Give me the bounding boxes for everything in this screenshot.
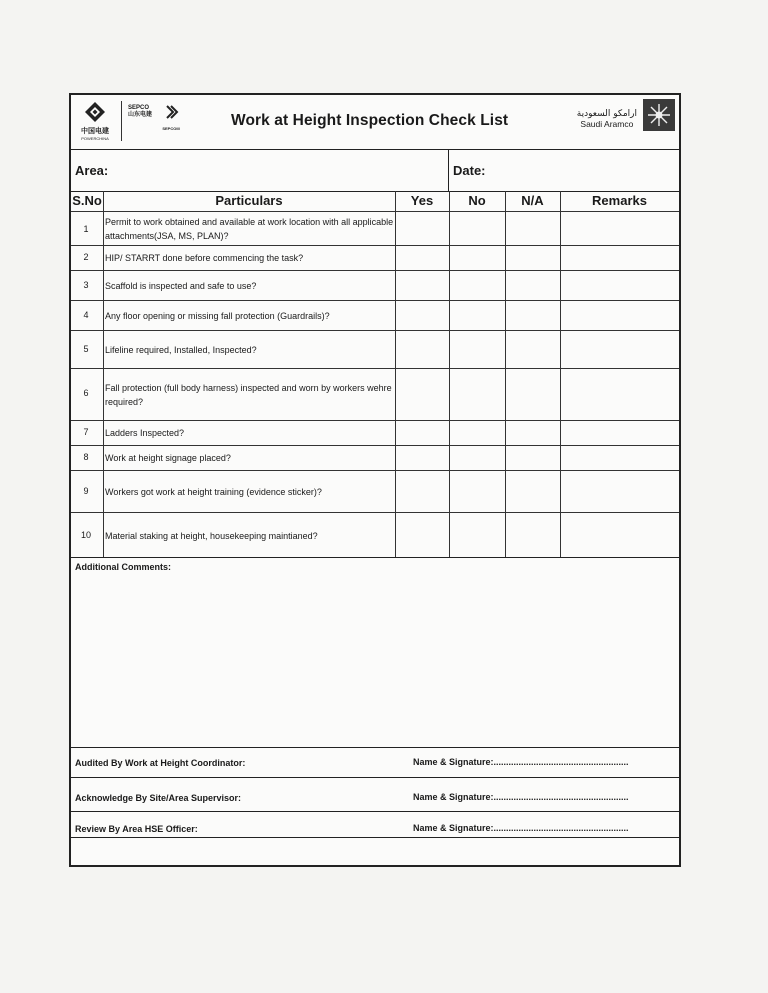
table-row: [71, 211, 679, 246]
sepco-logo-subtext: 山东电建: [128, 112, 153, 118]
table-row: [71, 512, 679, 558]
signature-role: Audited By Work at Height Coordinator:: [75, 758, 246, 768]
table-row: [71, 270, 679, 301]
row-number: 2: [83, 252, 89, 262]
row-particular: Ladders Inspected?: [105, 428, 185, 438]
table-row: [71, 470, 679, 513]
row-number: 7: [83, 427, 89, 437]
area-date-row: [71, 149, 679, 192]
powerchina-icon: [84, 101, 106, 123]
table-row: [71, 445, 679, 471]
row-number: 9: [83, 486, 89, 496]
grid-line: [395, 191, 396, 557]
grid-line: [505, 191, 506, 557]
row-number: 8: [83, 452, 89, 462]
table-row: [71, 245, 679, 271]
sepcoiii-icon: [162, 103, 180, 121]
row-number: 4: [83, 310, 89, 320]
column-header-particulars: Particulars: [215, 193, 283, 208]
row-particular: Work at height signage placed?: [105, 453, 231, 463]
powerchina-logo-text: 中国电建: [81, 128, 109, 135]
additional-comments-box[interactable]: [71, 557, 679, 748]
sepcoiii-logo-subtext: SEPCOIII: [162, 126, 180, 131]
aramco-arabic-name: ارامكو السعودية: [576, 109, 637, 119]
grid-line: [103, 191, 104, 557]
logo-divider: [121, 101, 122, 141]
signature-role: Acknowledge By Site/Area Supervisor:: [75, 793, 242, 803]
row-number: 1: [83, 224, 89, 234]
row-particular: Permit to work obtained and available at work location with all applicable attachments(JSA, MS, PLAN)?: [105, 217, 394, 241]
table-row: [71, 330, 679, 369]
page-title: Work at Height Inspection Check List: [231, 112, 509, 129]
powerchina-logo-subtext: POWERCHINA: [81, 136, 109, 141]
row-number: 3: [83, 280, 89, 290]
signature-name-line: Name & Signature:......................................................: [413, 757, 629, 767]
row-number: 5: [83, 344, 89, 354]
column-header-remarks: Remarks: [592, 193, 647, 208]
form-header: [71, 95, 679, 150]
aramco-emblem-icon: [643, 99, 675, 131]
grid-line: [449, 191, 450, 557]
row-particular: HIP/ STARRT done before commencing the task?: [105, 253, 304, 263]
row-particular: Lifeline required, Installed, Inspected?: [105, 345, 257, 355]
powerchina-logo: [75, 99, 115, 141]
column-header-no: No: [468, 193, 486, 208]
table-row: [71, 368, 679, 421]
signature-name-line: Name & Signature:......................................................: [413, 823, 629, 833]
signature-row[interactable]: [71, 747, 679, 778]
sepcoiii-logo: [158, 99, 184, 131]
row-number: 6: [83, 388, 89, 398]
row-particular: Material staking at height, housekeeping maintianed?: [105, 531, 318, 541]
column-header-sno: S.No: [72, 193, 102, 208]
column-header-yes: Yes: [410, 193, 434, 208]
row-number: 10: [80, 530, 91, 540]
signature-row[interactable]: [71, 811, 679, 838]
signature-row-blank[interactable]: [71, 837, 679, 866]
additional-comments-label: Additional Comments:: [75, 562, 171, 572]
table-row: [71, 420, 679, 446]
aramco-english-name: Saudi Aramco: [580, 119, 634, 129]
aramco-logo: [577, 99, 675, 131]
row-particular: Workers got work at height training (evidence sticker)?: [105, 487, 322, 497]
sepco-logo: [128, 99, 152, 119]
contractor-logos: [75, 99, 184, 143]
table-row: [71, 300, 679, 331]
row-particular: Any floor opening or missing fall protection (Guardrails)?: [105, 311, 330, 321]
sepco-logo-text: SEPCO: [128, 105, 150, 111]
signature-role: Review By Area HSE Officer:: [75, 824, 198, 834]
row-particular: Fall protection (full body harness) inspected and worn by workers wehre required?: [105, 383, 392, 407]
area-label: Area:: [75, 163, 109, 178]
row-particular: Scaffold is inspected and safe to use?: [105, 281, 257, 291]
signature-name-line: Name & Signature:......................................................: [413, 792, 629, 802]
column-header-na: N/A: [521, 193, 544, 208]
checklist-sheet: [69, 93, 681, 867]
signature-row[interactable]: [71, 777, 679, 812]
grid-line: [560, 191, 561, 557]
date-label: Date:: [453, 163, 486, 178]
